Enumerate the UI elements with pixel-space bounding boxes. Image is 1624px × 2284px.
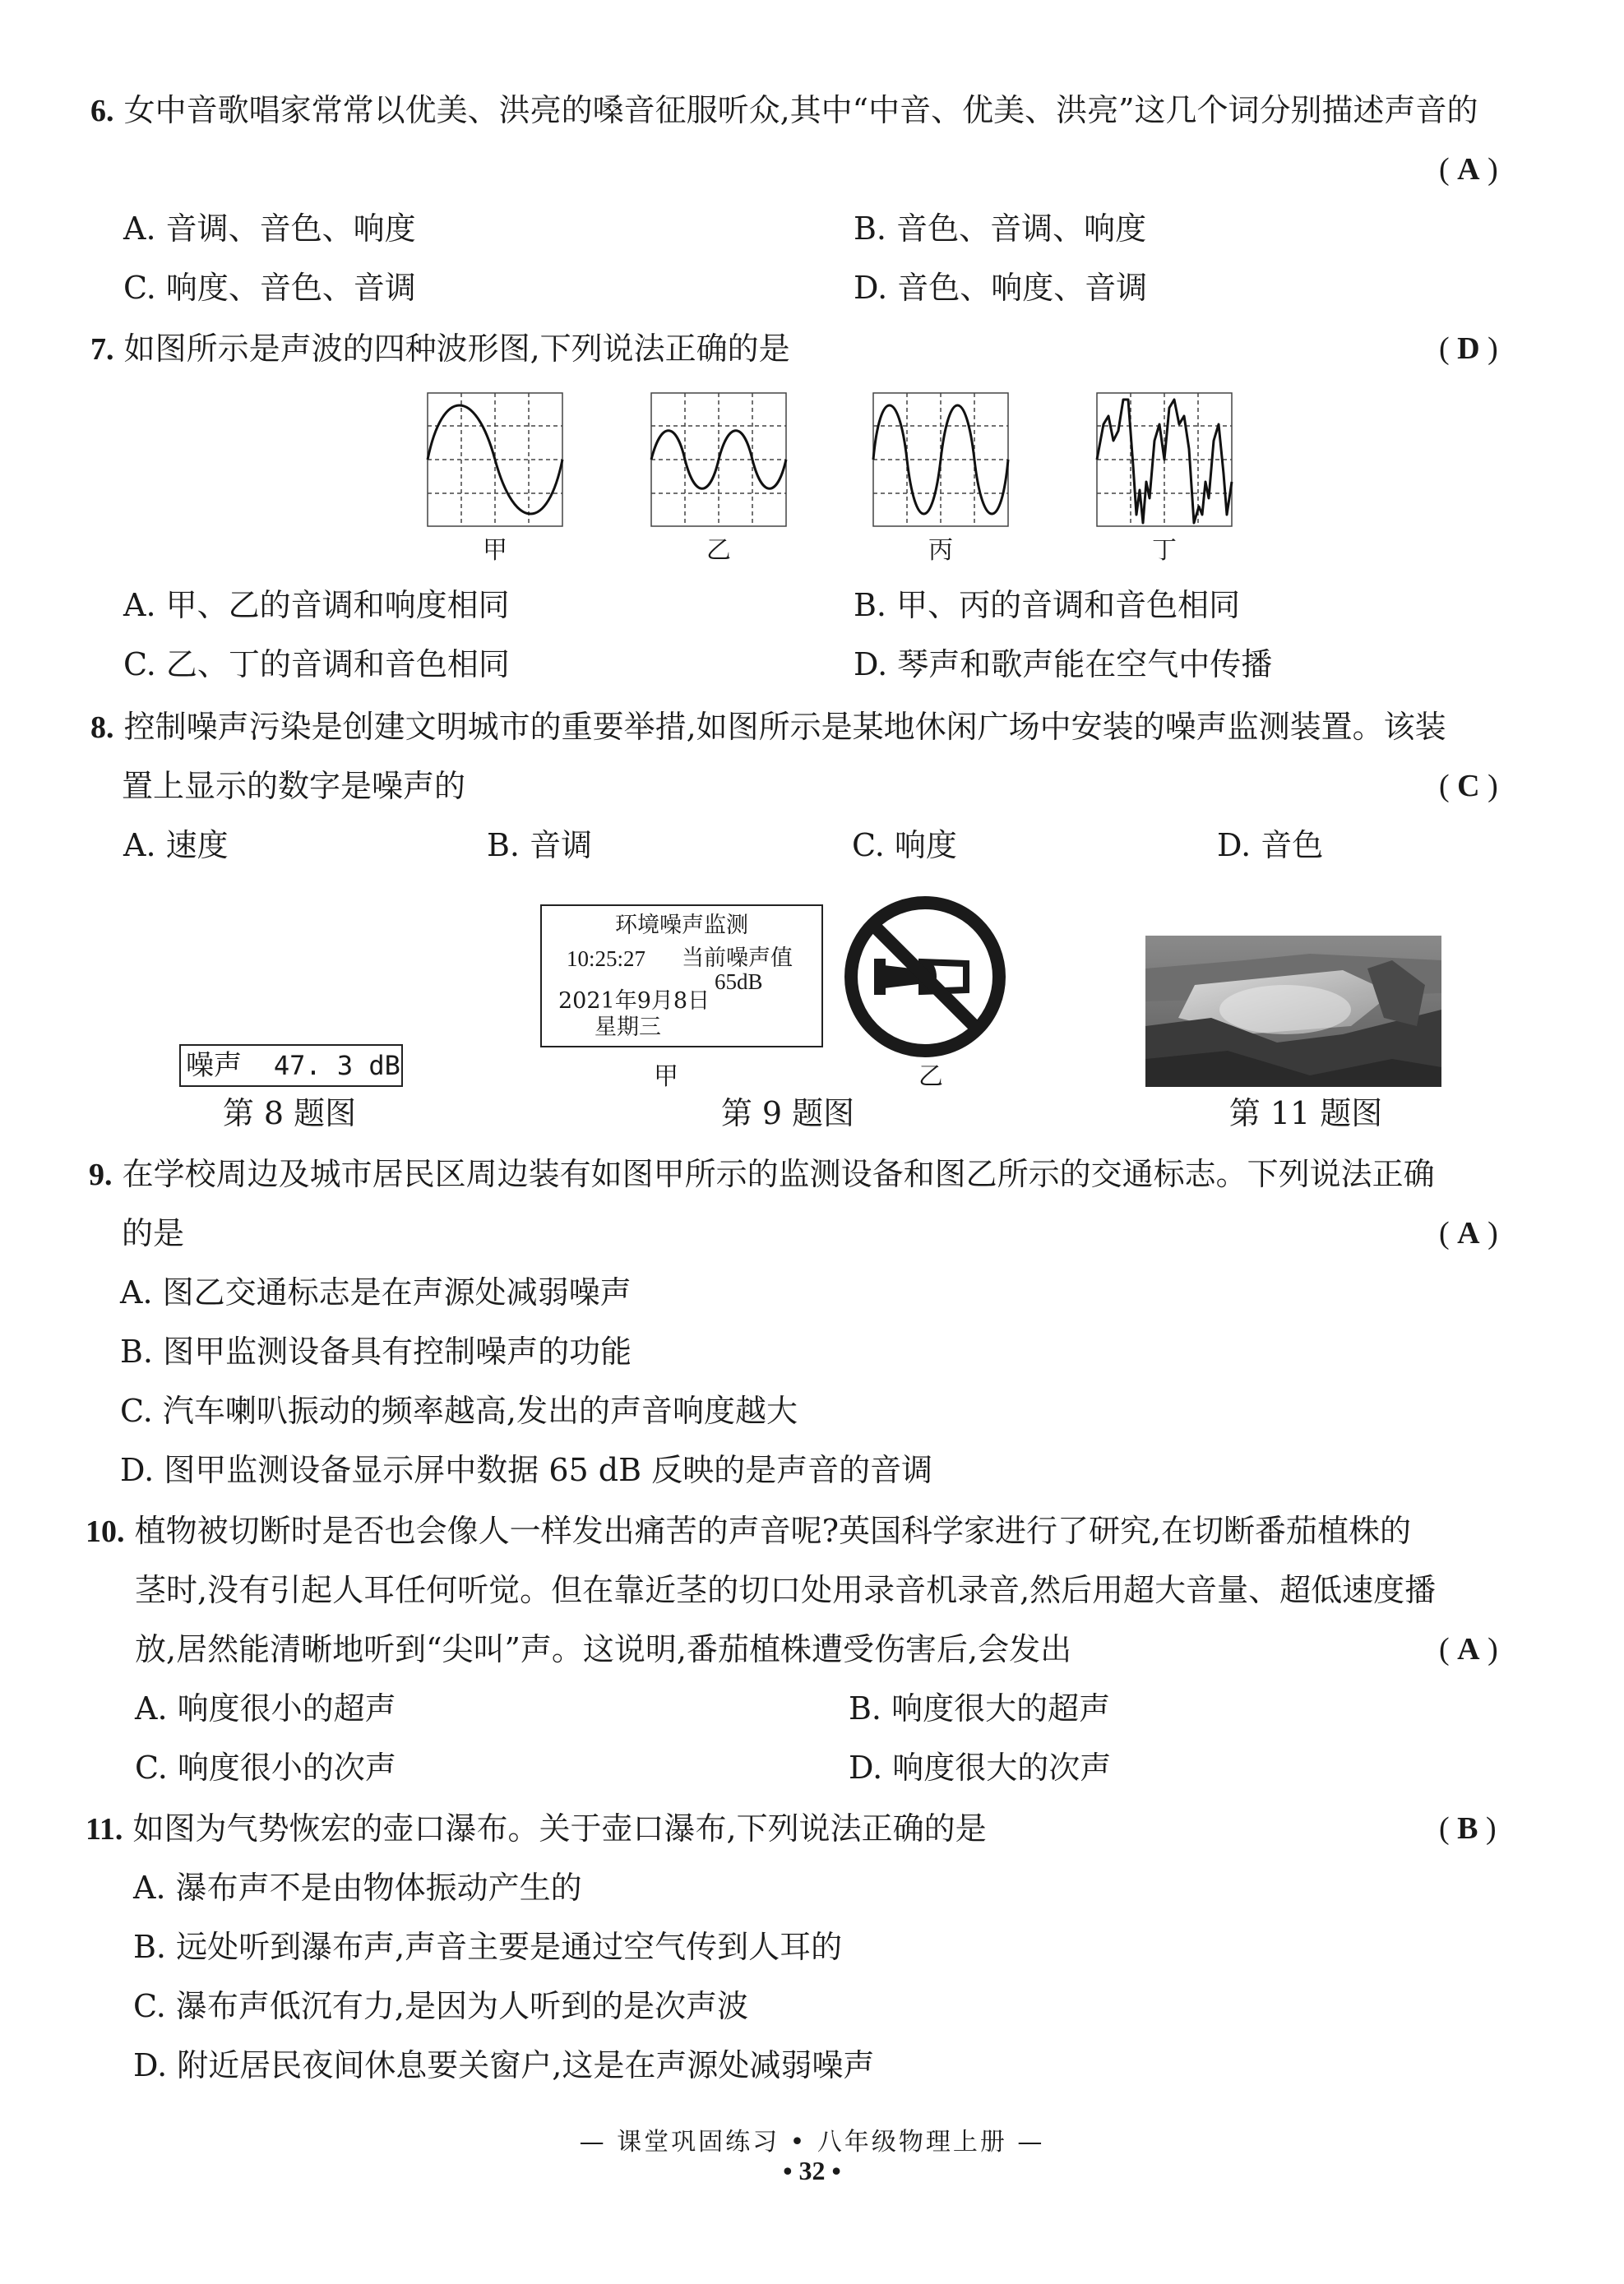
fig8-display-label: 噪声 xyxy=(186,1049,242,1082)
fig8-noise-display xyxy=(179,1044,403,1087)
page-number: • 32 • xyxy=(783,2156,841,2185)
fig9-monitor-title: 环境噪声监测 xyxy=(615,913,748,938)
q6-stem: 6. 女中音歌唱家常常以优美、洪亮的嗓音征服听众,其中“中音、优美、洪亮”这几个词分别描述声音的 xyxy=(90,92,1478,128)
q6-answer: ( A ) xyxy=(1439,152,1498,187)
waveform-jia xyxy=(426,391,564,528)
waveform-label-yi: 乙 xyxy=(706,536,731,565)
q7-answer: ( D ) xyxy=(1439,331,1498,366)
q8-option-d: D. 音色 xyxy=(1217,827,1324,863)
q7-option-d: D. 琴声和歌声能在空气中传播 xyxy=(854,646,1273,682)
q7-option-b: B. 甲、丙的音调和音色相同 xyxy=(854,587,1241,623)
fig8-display-value: 47. 3 dB xyxy=(273,1050,400,1081)
fig9-label-jia: 甲 xyxy=(654,1062,678,1091)
fig8-caption: 第 8 题图 xyxy=(222,1095,357,1131)
waveform-yi xyxy=(650,391,788,528)
fig9-monitor-weekday: 星期三 xyxy=(595,1015,661,1040)
fig9-monitor-label: 当前噪声值 xyxy=(682,946,793,971)
q9-stem-line2: 的是 xyxy=(122,1215,185,1251)
waveform-ding xyxy=(1095,391,1233,528)
fig9-monitor-date: 2021年9月8日 xyxy=(558,988,710,1014)
q7-option-a: A. 甲、乙的音调和响度相同 xyxy=(123,587,510,623)
q10-answer: ( A ) xyxy=(1439,1632,1498,1667)
waveform-bing xyxy=(872,391,1010,528)
q10-option-b: B. 响度很大的超声 xyxy=(849,1690,1111,1727)
q10-option-d: D. 响度很大的次声 xyxy=(849,1750,1112,1786)
q10-option-a: A. 响度很小的超声 xyxy=(135,1690,396,1727)
q9-option-a: A. 图乙交通标志是在声源处减弱噪声 xyxy=(120,1274,632,1311)
q8-option-b: B. 音调 xyxy=(487,827,593,863)
q9-option-c: C. 汽车喇叭振动的频率越高,发出的声音响度越大 xyxy=(120,1393,798,1429)
q8-answer: ( C ) xyxy=(1439,769,1498,803)
q10-option-c: C. 响度很小的次声 xyxy=(135,1750,396,1786)
fig9-label-yi: 乙 xyxy=(918,1062,943,1091)
no-horn-sign-icon xyxy=(843,895,1007,1059)
q8-option-c: C. 响度 xyxy=(852,827,957,863)
fig11-waterfall-photo xyxy=(1145,936,1441,1087)
waveform-label-ding: 丁 xyxy=(1152,536,1177,565)
q8-stem-line1: 8. 控制噪声污染是创建文明城市的重要举措,如图所示是某地休闲广场中安装的噪声监测装置。该装 xyxy=(90,709,1446,745)
q7-option-c: C. 乙、丁的音调和音色相同 xyxy=(123,646,510,682)
q11-option-a: A. 瀑布声不是由物体振动产生的 xyxy=(133,1870,582,1906)
fig11-caption: 第 11 题图 xyxy=(1228,1095,1383,1131)
q7-stem: 7. 如图所示是声波的四种波形图,下列说法正确的是 xyxy=(90,331,790,367)
fig9-monitor-value: 65dB xyxy=(715,969,763,994)
q11-option-d: D. 附近居民夜间休息要关窗户,这是在声源处减弱噪声 xyxy=(133,2047,875,2083)
q11-option-b: B. 远处听到瀑布声,声音主要是通过空气传到人耳的 xyxy=(133,1929,843,1965)
q10-stem-line3: 放,居然能清晰地听到“尖叫”声。这说明,番茄植株遭受伤害后,会发出 xyxy=(135,1631,1072,1667)
q9-stem-line1: 9. 在学校周边及城市居民区周边装有如图甲所示的监测设备和图乙所示的交通标志。下列说法正确 xyxy=(89,1156,1435,1192)
q8-option-a: A. 速度 xyxy=(123,827,229,863)
q6-option-d: D. 音色、响度、音调 xyxy=(854,270,1148,306)
q10-stem-line2: 茎时,没有引起人耳任何听觉。但在靠近茎的切口处用录音机录音,然后用超大音量、超低速度播 xyxy=(135,1572,1437,1608)
q11-answer: ( B ) xyxy=(1439,1811,1497,1846)
q9-option-d: D. 图甲监测设备显示屏中数据 65 dB 反映的是声音的音调 xyxy=(120,1452,933,1488)
footer-title: — 课堂巩固练习 • 八年级物理上册 — xyxy=(579,2128,1045,2157)
q11-stem: 11. 如图为气势恢宏的壶口瀑布。关于壶口瀑布,下列说法正确的是 xyxy=(86,1810,987,1847)
fig9-monitor xyxy=(540,904,823,1047)
q8-stem-line2: 置上显示的数字是噪声的 xyxy=(122,768,466,804)
q9-option-b: B. 图甲监测设备具有控制噪声的功能 xyxy=(120,1334,632,1370)
q10-stem-line1: 10. 植物被切断时是否也会像人一样发出痛苦的声音呢?英国科学家进行了研究,在切断番茄植株的 xyxy=(86,1513,1412,1549)
q6-option-a: A. 音调、音色、响度 xyxy=(123,210,416,247)
q6-option-b: B. 音色、音调、响度 xyxy=(854,210,1147,247)
q9-answer: ( A ) xyxy=(1439,1216,1498,1251)
waveform-label-bing: 丙 xyxy=(928,536,953,565)
q6-option-c: C. 响度、音色、音调 xyxy=(123,270,416,306)
fig9-caption: 第 9 题图 xyxy=(720,1095,855,1131)
waveform-label-jia: 甲 xyxy=(483,536,507,565)
q11-option-c: C. 瀑布声低沉有力,是因为人听到的是次声波 xyxy=(133,1988,748,2024)
fig9-monitor-time: 10:25:27 xyxy=(567,946,646,971)
